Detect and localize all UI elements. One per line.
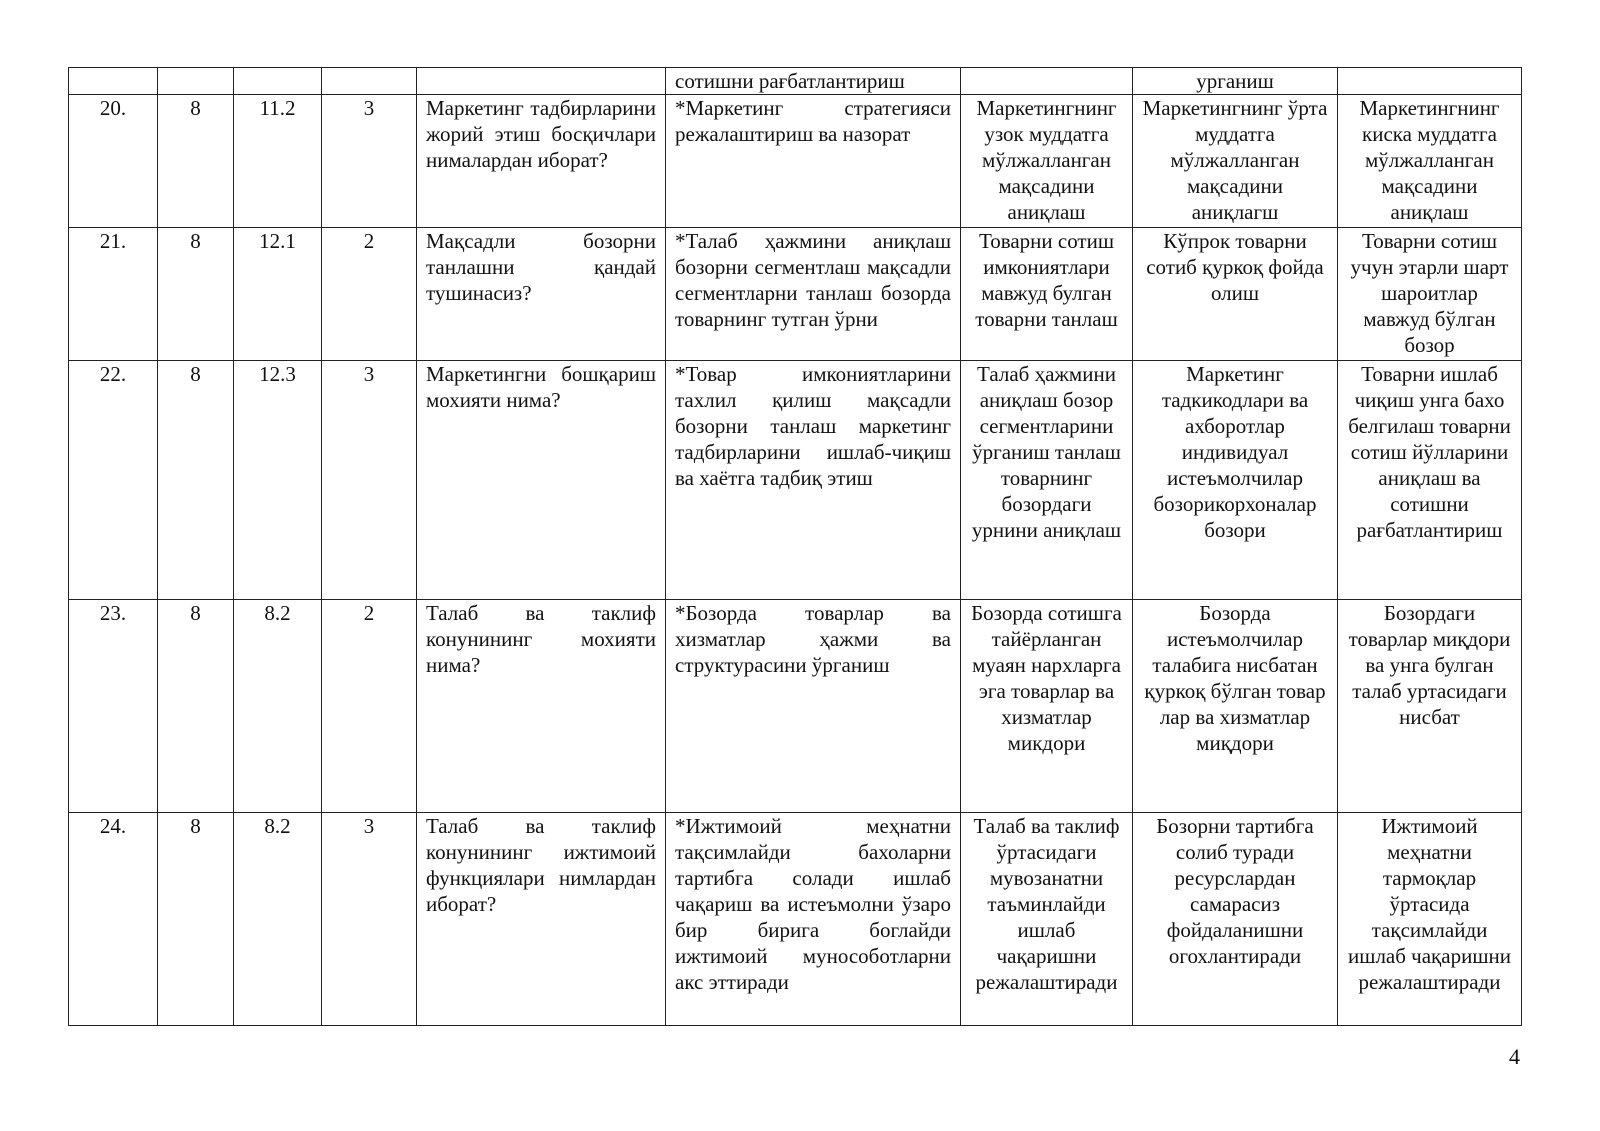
table-row <box>69 361 1522 600</box>
table-cell-col2: 8 <box>158 361 234 600</box>
table-cell-answer: *Талаб ҳажмини аниқлаш бозорни сегментлаш мақсадли сегментларни танлаш бозорда товарнинг тутган ўрни <box>666 228 961 361</box>
page-number: 4 <box>1509 1044 1520 1069</box>
table-cell-question: Талаб ва таклиф конунининг мохияти нима? <box>417 600 666 813</box>
table-cell-number <box>69 68 158 95</box>
table-cell-question: Маркетингни бошқариш мохияти нима? <box>417 361 666 600</box>
table-cell-option-1: Талаб ва таклиф ўртасидаги мувозанатни таъминлайди ишлаб чақаришни режалаштиради <box>961 813 1133 1026</box>
table-cell-option-3: Маркетингнинг киска муддатга мўлжалланган мақсадини аниқлаш <box>1338 95 1522 228</box>
table-cell-col4: 3 <box>322 361 417 600</box>
table-cell-option-3 <box>1338 68 1522 95</box>
test-questions-table <box>68 67 1522 1026</box>
table-cell-col3: 12.1 <box>234 228 322 361</box>
table-cell-option-1: Бозорда сотишга тайёрланган муаян нархларга эга товарлар ва хизматлар микдори <box>961 600 1133 813</box>
table-cell-option-1 <box>961 68 1133 95</box>
table-row <box>69 600 1522 813</box>
table-row-continuation <box>69 68 1522 95</box>
table-cell-answer: *Товар имкониятларини тахлил қилиш мақсадли бозорни танлаш маркетинг тадбирларини ишлаб-чиқиш ва хаётга тадбиқ этиш <box>666 361 961 600</box>
table-cell-number: 23. <box>69 600 158 813</box>
table-cell-col4 <box>322 68 417 95</box>
table-cell-col3: 8.2 <box>234 813 322 1026</box>
table-cell-col3: 12.3 <box>234 361 322 600</box>
table-cell-answer: сотишни рағбатлантириш <box>666 68 961 95</box>
table-row <box>69 95 1522 228</box>
table-cell-col4: 2 <box>322 228 417 361</box>
table-cell-option-3: Товарни сотиш учун этарли шарт шароитлар мавжуд бўлган бозор <box>1338 228 1522 361</box>
table-cell-col3: 8.2 <box>234 600 322 813</box>
table-cell-col3: 11.2 <box>234 95 322 228</box>
table-cell-number: 21. <box>69 228 158 361</box>
table-cell-col2: 8 <box>158 228 234 361</box>
table-cell-option-2: урганиш <box>1133 68 1338 95</box>
table-cell-option-1: Талаб ҳажмини аниқлаш бозор сегментларини ўрганиш танлаш товарнинг бозордаги урнини аниқлаш <box>961 361 1133 600</box>
table-cell-option-3: Ижтимоий меҳнатни тармоқлар ўртасида тақсимлайди ишлаб чақаришни режалаштиради <box>1338 813 1522 1026</box>
table-cell-number: 22. <box>69 361 158 600</box>
table-cell-col2: 8 <box>158 95 234 228</box>
table-row <box>69 813 1522 1026</box>
table-cell-col4: 3 <box>322 95 417 228</box>
table-cell-number: 20. <box>69 95 158 228</box>
table-cell-question: Талаб ва таклиф конунининг ижтимоий функциялари нимлардан иборат? <box>417 813 666 1026</box>
table-cell-col2: 8 <box>158 813 234 1026</box>
table-cell-option-2: Кўпрок товарни сотиб қуркоқ фойда олиш <box>1133 228 1338 361</box>
table-cell-answer: *Бозорда товарлар ва хизматлар ҳажми ва структурасини ўрганиш <box>666 600 961 813</box>
table-cell-question <box>417 68 666 95</box>
table-cell-option-2: Бозорни тартибга солиб туради ресурслардан самарасиз фойдаланишни огохлантиради <box>1133 813 1338 1026</box>
table-cell-answer: *Ижтимоий меҳнатни тақсимлайди бахоларни тартибга солади ишлаб чақариш ва истеъмолни ўзаро бир бирига боглайди ижтимоий мунособотларни акс эттиради <box>666 813 961 1026</box>
table-cell-option-3: Товарни ишлаб чиқиш унга бахо белгилаш товарни сотиш йўлларини аниқлаш ва сотишни рағбатлантириш <box>1338 361 1522 600</box>
table-cell-col2 <box>158 68 234 95</box>
table-cell-option-1: Маркетингнинг узок муддатга мўлжалланган мақсадини аниқлаш <box>961 95 1133 228</box>
table-cell-number: 24. <box>69 813 158 1026</box>
table-cell-option-2: Маркетинг тадкикодлари ва ахборотлар индивидуал истеъмолчилар бозорикорхоналар бозори <box>1133 361 1338 600</box>
table-cell-col4: 2 <box>322 600 417 813</box>
table-cell-option-1: Товарни сотиш имкониятлари мавжуд булган товарни танлаш <box>961 228 1133 361</box>
table-cell-col4: 3 <box>322 813 417 1026</box>
table-cell-option-2: Маркетингнинг ўрта муддатга мўлжалланган мақсадини аниқлагш <box>1133 95 1338 228</box>
table-cell-col2: 8 <box>158 600 234 813</box>
table-cell-option-3: Бозордаги товарлар миқдори ва унга булган талаб уртасидаги нисбат <box>1338 600 1522 813</box>
table-cell-question: Маркетинг тадбирларини жорий этиш босқичлари нималардан иборат? <box>417 95 666 228</box>
table-row <box>69 228 1522 361</box>
table-cell-question: Мақсадли бозорни танлашни қандай тушинасиз? <box>417 228 666 361</box>
table-cell-col3 <box>234 68 322 95</box>
table-cell-answer: *Маркетинг стратегияси режалаштириш ва назорат <box>666 95 961 228</box>
table-cell-option-2: Бозорда истеъмолчилар талабига нисбатан қуркоқ бўлган товар лар ва хизматлар миқдори <box>1133 600 1338 813</box>
